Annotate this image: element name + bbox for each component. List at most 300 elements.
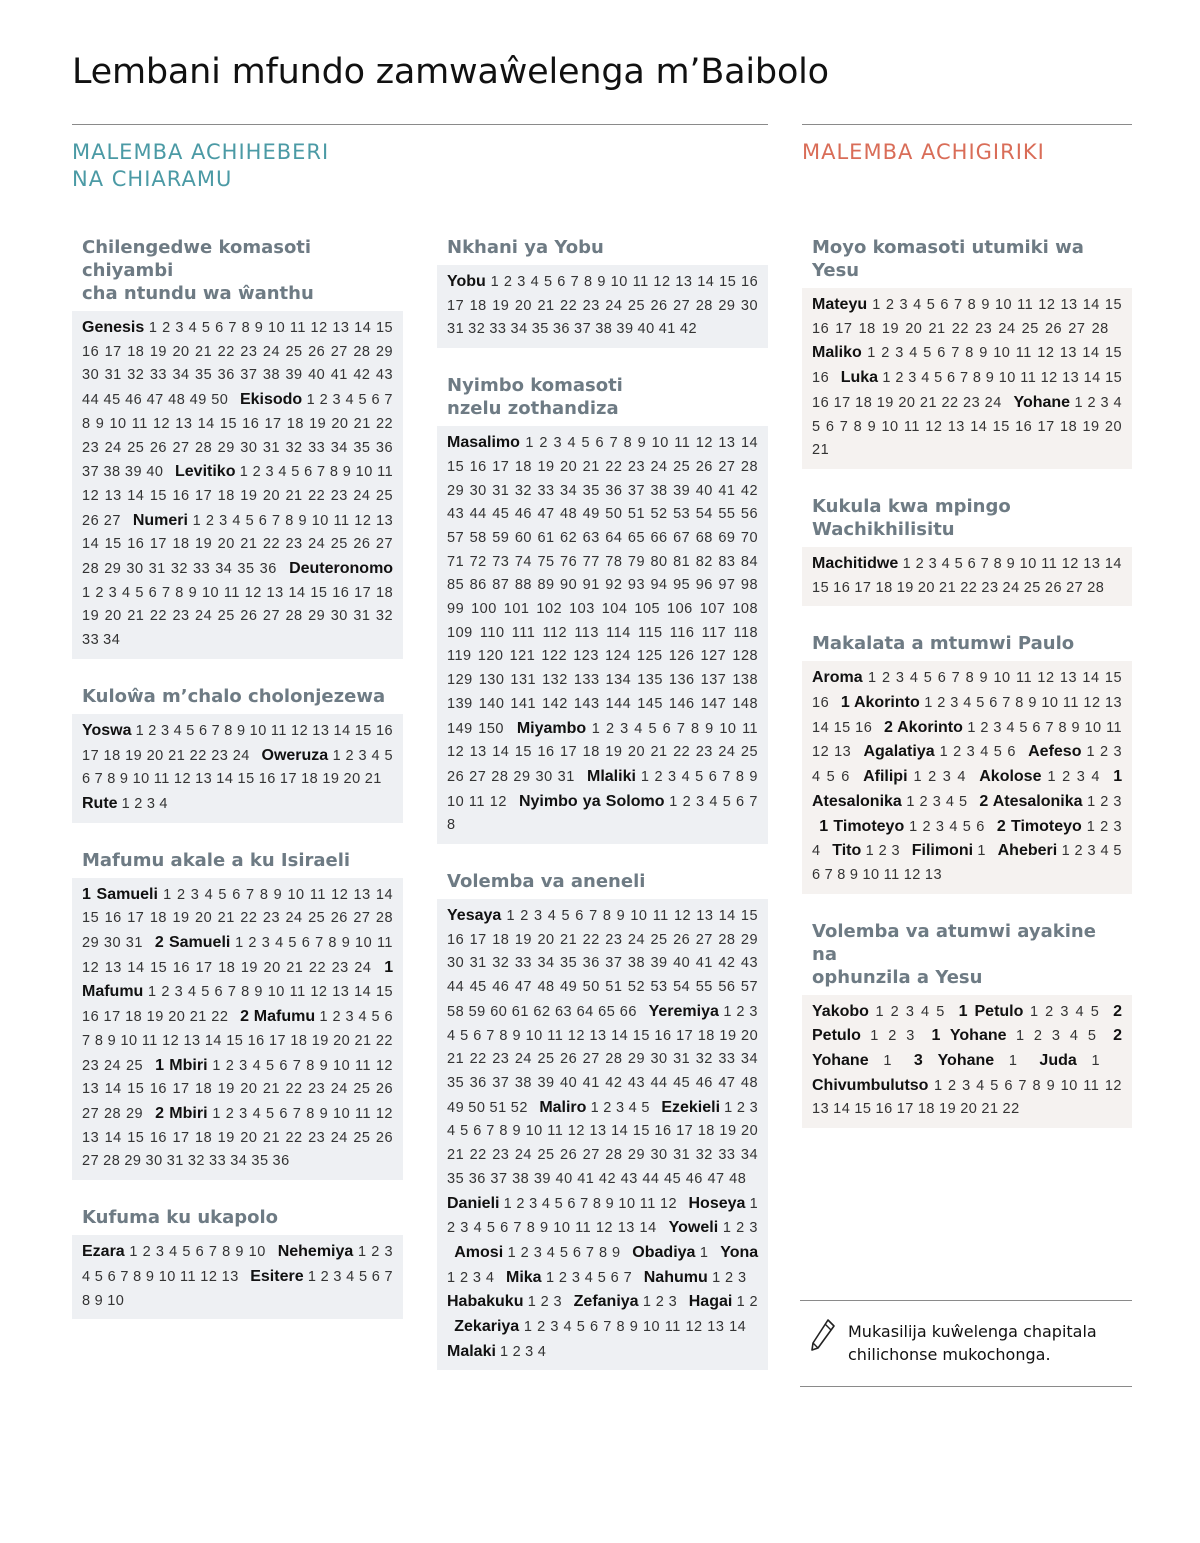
chapter-checkbox[interactable]: 8: [82, 415, 91, 432]
chapter-checkbox[interactable]: 2: [558, 1269, 568, 1286]
chapter-checkbox[interactable]: 4: [473, 1220, 483, 1237]
chapter-checkbox[interactable]: 3: [571, 1269, 581, 1286]
chapter-checkbox[interactable]: 25: [740, 744, 759, 761]
chapter-checkbox[interactable]: 1: [332, 747, 342, 764]
chapter-checkbox[interactable]: 37: [574, 321, 592, 338]
chapter-checkbox[interactable]: 7: [161, 584, 171, 601]
chapter-checkbox[interactable]: 44: [642, 1170, 660, 1187]
chapter-checkbox[interactable]: 22: [375, 415, 394, 432]
chapter-checkbox[interactable]: 11: [289, 320, 306, 336]
chapter-checkbox[interactable]: 12: [375, 1105, 393, 1122]
chapter-checkbox[interactable]: 36: [272, 1153, 290, 1170]
chapter-checkbox[interactable]: 99: [447, 601, 465, 618]
chapter-checkbox[interactable]: 8: [735, 768, 745, 785]
chapter-checkbox[interactable]: 75: [537, 553, 555, 570]
chapter-checkbox[interactable]: 47: [146, 392, 164, 409]
chapter-checkbox[interactable]: 11: [1020, 370, 1037, 387]
chapter-checkbox[interactable]: 3: [966, 744, 976, 761]
chapter-checkbox[interactable]: 4: [909, 670, 919, 687]
chapter-checkbox[interactable]: 9: [235, 1244, 244, 1261]
chapter-checkbox[interactable]: 103: [569, 601, 595, 618]
chapter-checkbox[interactable]: 8: [499, 1123, 508, 1140]
chapter-checkbox[interactable]: 31: [492, 482, 510, 499]
chapter-checkbox[interactable]: 28: [82, 561, 100, 578]
chapter-checkbox[interactable]: 3: [935, 818, 945, 835]
chapter-checkbox[interactable]: 3: [908, 370, 917, 387]
chapter-checkbox[interactable]: 2: [1099, 744, 1109, 761]
chapter-checkbox[interactable]: 68: [695, 529, 713, 546]
chapter-checkbox[interactable]: 1: [977, 843, 986, 860]
chapter-checkbox[interactable]: 10: [355, 464, 373, 481]
chapter-checkbox[interactable]: 15: [833, 719, 851, 736]
chapter-checkbox[interactable]: 16: [258, 771, 276, 788]
chapter-checkbox[interactable]: 11: [377, 464, 394, 481]
chapter-checkbox[interactable]: 67: [673, 529, 691, 546]
chapter-checkbox[interactable]: 13: [589, 1123, 607, 1140]
chapter-checkbox[interactable]: 42: [598, 1170, 617, 1187]
chapter-checkbox[interactable]: 7: [839, 418, 849, 435]
chapter-checkbox[interactable]: 19: [1082, 418, 1100, 435]
chapter-checkbox[interactable]: 18: [195, 1129, 213, 1146]
chapter-checkbox[interactable]: 1: [669, 793, 678, 810]
chapter-checkbox[interactable]: 17: [896, 1101, 914, 1118]
chapter-checkbox[interactable]: 4: [941, 555, 951, 572]
chapter-checkbox[interactable]: 38: [595, 321, 613, 338]
chapter-checkbox[interactable]: 44: [447, 979, 465, 996]
chapter-checkbox[interactable]: 11: [1041, 555, 1058, 572]
chapter-checkbox[interactable]: 2: [142, 1244, 152, 1261]
chapter-checkbox[interactable]: 2: [162, 320, 171, 336]
chapter-checkbox[interactable]: 5: [1090, 1003, 1100, 1020]
chapter-checkbox[interactable]: 19: [240, 959, 258, 976]
chapter-checkbox[interactable]: 65: [598, 1003, 616, 1020]
chapter-checkbox[interactable]: 2: [459, 1269, 469, 1286]
chapter-checkbox[interactable]: 6: [301, 935, 311, 952]
chapter-checkbox[interactable]: 6: [595, 435, 605, 452]
chapter-checkbox[interactable]: 14: [104, 1129, 122, 1146]
chapter-checkbox[interactable]: 38: [103, 464, 121, 481]
chapter-checkbox[interactable]: 28: [491, 768, 509, 785]
chapter-checkbox[interactable]: 12: [244, 584, 262, 601]
chapter-checkbox[interactable]: 14: [697, 274, 715, 290]
chapter-checkbox[interactable]: 122: [541, 648, 568, 665]
chapter-checkbox[interactable]: 7: [609, 435, 619, 452]
chapter-checkbox[interactable]: 13: [469, 744, 487, 761]
chapter-checkbox[interactable]: 5: [371, 1009, 381, 1026]
chapter-checkbox[interactable]: 111: [511, 624, 536, 641]
chapter-checkbox[interactable]: 66: [619, 1003, 637, 1020]
chapter-checkbox[interactable]: 17: [354, 584, 372, 601]
chapter-checkbox[interactable]: 26: [695, 458, 713, 475]
chapter-checkbox[interactable]: 57: [447, 529, 465, 546]
chapter-checkbox[interactable]: 1: [307, 1268, 317, 1285]
chapter-checkbox[interactable]: 17: [127, 910, 145, 927]
chapter-checkbox[interactable]: 4: [546, 1244, 556, 1261]
chapter-checkbox[interactable]: 21: [919, 394, 938, 411]
chapter-checkbox[interactable]: 3: [942, 769, 952, 786]
chapter-checkbox[interactable]: 13: [1104, 695, 1123, 712]
chapter-checkbox[interactable]: 16: [855, 719, 873, 736]
chapter-checkbox[interactable]: 28: [285, 608, 303, 625]
chapter-checkbox[interactable]: 8: [329, 464, 339, 481]
chapter-checkbox[interactable]: 1: [722, 1220, 732, 1237]
chapter-checkbox[interactable]: 52: [650, 506, 668, 523]
chapter-checkbox[interactable]: 28: [740, 458, 759, 475]
chapter-checkbox[interactable]: 5: [576, 1319, 586, 1336]
chapter-checkbox[interactable]: 1: [924, 695, 933, 712]
chapter-checkbox[interactable]: 130: [478, 672, 505, 689]
chapter-checkbox[interactable]: 9: [849, 866, 859, 883]
chapter-checkbox[interactable]: 13: [924, 866, 943, 883]
chapter-checkbox[interactable]: 12: [673, 908, 692, 925]
chapter-checkbox[interactable]: 13: [104, 487, 122, 504]
chapter-checkbox[interactable]: 1: [872, 297, 881, 313]
chapter-checkbox[interactable]: 138: [732, 672, 759, 689]
chapter-checkbox[interactable]: 18: [218, 959, 236, 976]
chapter-checkbox[interactable]: 26: [353, 536, 371, 553]
chapter-checkbox[interactable]: 38: [514, 1074, 532, 1091]
chapter-checkbox[interactable]: 19: [876, 394, 894, 411]
chapter-checkbox[interactable]: 18: [514, 458, 532, 475]
chapter-checkbox[interactable]: 40: [673, 955, 691, 972]
chapter-checkbox[interactable]: 6: [937, 345, 946, 362]
chapter-checkbox[interactable]: 26: [82, 512, 100, 529]
chapter-checkbox[interactable]: 34: [230, 1153, 248, 1170]
chapter-checkbox[interactable]: 13: [332, 320, 350, 336]
chapter-checkbox[interactable]: 30: [82, 367, 100, 384]
chapter-checkbox[interactable]: 12: [310, 984, 328, 1001]
chapter-checkbox[interactable]: 12: [82, 487, 100, 504]
chapter-checkbox[interactable]: 3: [534, 908, 543, 925]
chapter-checkbox[interactable]: 4: [957, 769, 966, 786]
chapter-checkbox[interactable]: 6: [567, 1195, 576, 1212]
chapter-checkbox[interactable]: 3: [668, 768, 677, 785]
chapter-checkbox[interactable]: 40: [146, 464, 164, 481]
chapter-checkbox[interactable]: 34: [172, 367, 190, 384]
chapter-checkbox[interactable]: 2: [655, 1294, 665, 1311]
chapter-checkbox[interactable]: 2: [922, 818, 932, 835]
chapter-checkbox[interactable]: 13: [812, 1101, 830, 1118]
chapter-checkbox[interactable]: 2: [749, 1294, 759, 1311]
chapter-checkbox[interactable]: 10: [1084, 719, 1102, 736]
chapter-checkbox[interactable]: 17: [854, 579, 872, 596]
chapter-checkbox[interactable]: 53: [673, 506, 691, 523]
chapter-checkbox[interactable]: 16: [104, 910, 122, 927]
chapter-checkbox[interactable]: 23: [605, 931, 623, 948]
chapter-checkbox[interactable]: 28: [375, 910, 394, 927]
chapter-checkbox[interactable]: 8: [306, 1057, 315, 1074]
chapter-checkbox[interactable]: 58: [447, 1003, 465, 1020]
chapter-checkbox[interactable]: 2: [725, 1269, 734, 1286]
chapter-checkbox[interactable]: 1: [1086, 818, 1096, 835]
chapter-checkbox[interactable]: 12: [375, 1057, 393, 1074]
chapter-checkbox[interactable]: 8: [967, 297, 977, 313]
chapter-checkbox[interactable]: 17: [447, 297, 465, 314]
chapter-checkbox[interactable]: 38: [512, 1170, 530, 1187]
chapter-checkbox[interactable]: 1: [1087, 793, 1096, 810]
chapter-checkbox[interactable]: 3: [891, 843, 901, 860]
chapter-checkbox[interactable]: 124: [605, 648, 631, 665]
chapter-checkbox[interactable]: 13: [617, 1220, 635, 1237]
chapter-checkbox[interactable]: 21: [195, 343, 213, 360]
chapter-checkbox[interactable]: 19: [82, 608, 100, 625]
chapter-checkbox[interactable]: 12: [567, 1027, 585, 1044]
chapter-checkbox[interactable]: 3: [1113, 744, 1123, 761]
chapter-checkbox[interactable]: 47: [718, 1074, 736, 1091]
chapter-checkbox[interactable]: 139: [447, 695, 473, 712]
chapter-checkbox[interactable]: 8: [592, 1195, 602, 1212]
chapter-checkbox[interactable]: 70: [740, 529, 759, 546]
chapter-checkbox[interactable]: 20: [537, 931, 555, 948]
chapter-checkbox[interactable]: 5: [1019, 719, 1028, 736]
chapter-checkbox[interactable]: 12: [173, 771, 192, 788]
chapter-checkbox[interactable]: 21: [240, 536, 258, 553]
chapter-checkbox[interactable]: 29: [513, 768, 531, 785]
chapter-checkbox[interactable]: 6: [215, 320, 224, 336]
chapter-checkbox[interactable]: 8: [965, 345, 974, 362]
chapter-checkbox[interactable]: 14: [1082, 670, 1100, 687]
chapter-checkbox[interactable]: 3: [108, 584, 118, 601]
chapter-checkbox[interactable]: 3: [460, 1220, 469, 1237]
chapter-checkbox[interactable]: 7: [954, 297, 963, 313]
chapter-checkbox[interactable]: 24: [330, 1081, 348, 1098]
chapter-checkbox[interactable]: 11: [141, 1032, 158, 1049]
chapter-checkbox[interactable]: 9: [107, 1032, 117, 1049]
chapter-checkbox[interactable]: 12: [489, 793, 507, 810]
chapter-checkbox[interactable]: 45: [673, 1074, 691, 1091]
chapter-checkbox[interactable]: 5: [288, 935, 297, 952]
chapter-checkbox[interactable]: 6: [371, 392, 381, 409]
chapter-checkbox[interactable]: 4: [567, 435, 577, 452]
chapter-checkbox[interactable]: 48: [729, 1170, 747, 1187]
chapter-checkbox[interactable]: 5: [1087, 1028, 1097, 1045]
chapter-checkbox[interactable]: 6: [557, 274, 566, 290]
chapter-checkbox[interactable]: 3: [155, 1244, 165, 1261]
chapter-checkbox[interactable]: 26: [650, 297, 668, 314]
chapter-checkbox[interactable]: 148: [732, 695, 759, 712]
chapter-checkbox[interactable]: 4: [447, 1027, 456, 1044]
chapter-checkbox[interactable]: 1: [699, 1244, 709, 1261]
chapter-checkbox[interactable]: 2: [1074, 843, 1084, 860]
chapter-checkbox[interactable]: 28: [103, 1153, 121, 1170]
chapter-checkbox[interactable]: 5: [265, 1105, 275, 1122]
chapter-checkbox[interactable]: 15: [1104, 297, 1123, 313]
chapter-checkbox[interactable]: 9: [273, 886, 283, 903]
chapter-checkbox[interactable]: 20: [960, 1101, 978, 1118]
chapter-checkbox[interactable]: 24: [998, 320, 1016, 337]
chapter-checkbox[interactable]: 25: [375, 487, 394, 504]
chapter-checkbox[interactable]: 12: [1037, 345, 1055, 362]
chapter-checkbox[interactable]: 1: [906, 793, 915, 810]
chapter-checkbox[interactable]: 91: [582, 577, 600, 594]
chapter-checkbox[interactable]: 9: [985, 370, 995, 387]
chapter-checkbox[interactable]: 1: [868, 670, 877, 687]
chapter-checkbox[interactable]: 45: [103, 392, 121, 409]
chapter-checkbox[interactable]: 25: [127, 439, 145, 456]
chapter-checkbox[interactable]: 19: [217, 1081, 235, 1098]
chapter-checkbox[interactable]: 10: [1041, 695, 1059, 712]
chapter-checkbox[interactable]: 4: [358, 1009, 368, 1026]
chapter-checkbox[interactable]: 22: [262, 536, 281, 553]
chapter-checkbox[interactable]: 2: [878, 843, 888, 860]
chapter-checkbox[interactable]: 4: [980, 744, 989, 761]
chapter-checkbox[interactable]: 10: [993, 670, 1011, 687]
chapter-checkbox[interactable]: 1: [875, 1003, 885, 1020]
chapter-checkbox[interactable]: 24: [627, 931, 646, 948]
chapter-checkbox[interactable]: 21: [582, 458, 600, 475]
chapter-checkbox[interactable]: 23: [240, 343, 258, 360]
chapter-checkbox[interactable]: 10: [267, 984, 285, 1001]
chapter-checkbox[interactable]: 34: [510, 321, 528, 338]
chapter-checkbox[interactable]: 19: [217, 1129, 235, 1146]
chapter-checkbox[interactable]: 10: [525, 1027, 543, 1044]
chapter-checkbox[interactable]: 21: [353, 415, 371, 432]
chapter-checkbox[interactable]: 13: [1060, 297, 1078, 313]
chapter-checkbox[interactable]: 1: [939, 744, 949, 761]
chapter-checkbox[interactable]: 102: [536, 601, 563, 618]
chapter-checkbox[interactable]: 26: [560, 1147, 578, 1164]
chapter-checkbox[interactable]: 1: [642, 1294, 652, 1311]
chapter-checkbox[interactable]: 2: [95, 584, 104, 601]
chapter-checkbox[interactable]: 39: [650, 955, 668, 972]
chapter-checkbox[interactable]: 4: [275, 935, 284, 952]
chapter-checkbox[interactable]: 2: [540, 1294, 550, 1311]
chapter-checkbox[interactable]: 127: [700, 648, 727, 665]
chapter-checkbox[interactable]: 26: [375, 1129, 394, 1146]
chapter-checkbox[interactable]: 3: [1087, 843, 1097, 860]
chapter-checkbox[interactable]: 10: [249, 722, 267, 739]
chapter-checkbox[interactable]: 8: [133, 1268, 142, 1285]
chapter-checkbox[interactable]: 5: [923, 670, 933, 687]
chapter-checkbox[interactable]: 21: [928, 320, 946, 337]
chapter-checkbox[interactable]: 3: [615, 1099, 625, 1116]
chapter-checkbox[interactable]: 42: [679, 321, 698, 338]
chapter-checkbox[interactable]: 33: [149, 367, 167, 384]
chapter-checkbox[interactable]: 11: [131, 415, 148, 432]
chapter-checkbox[interactable]: 24: [514, 1147, 532, 1164]
chapter-checkbox[interactable]: 25: [353, 1129, 371, 1146]
chapter-checkbox[interactable]: 7: [580, 1195, 589, 1212]
chapter-checkbox[interactable]: 1: [235, 935, 244, 952]
chapter-checkbox[interactable]: 131: [510, 672, 537, 689]
chapter-checkbox[interactable]: 20: [514, 297, 532, 314]
chapter-checkbox[interactable]: 25: [537, 1147, 555, 1164]
chapter-checkbox[interactable]: 30: [650, 1051, 668, 1068]
chapter-checkbox[interactable]: 9: [188, 584, 198, 601]
chapter-checkbox[interactable]: 8: [965, 670, 975, 687]
chapter-checkbox[interactable]: 7: [315, 935, 324, 952]
chapter-checkbox[interactable]: 60: [490, 1003, 508, 1020]
chapter-checkbox[interactable]: 10: [158, 1268, 176, 1285]
chapter-checkbox[interactable]: 32: [695, 1147, 713, 1164]
chapter-checkbox[interactable]: 13: [1059, 345, 1077, 362]
chapter-checkbox[interactable]: 34: [740, 1051, 759, 1068]
chapter-checkbox[interactable]: 1: [82, 584, 91, 601]
chapter-checkbox[interactable]: 15: [104, 536, 122, 553]
chapter-checkbox[interactable]: 21: [560, 931, 578, 948]
chapter-checkbox[interactable]: 4: [82, 1268, 91, 1285]
chapter-checkbox[interactable]: 43: [447, 506, 465, 523]
chapter-checkbox[interactable]: 8: [447, 817, 456, 834]
chapter-checkbox[interactable]: 94: [650, 577, 668, 594]
chapter-checkbox[interactable]: 34: [740, 1147, 759, 1164]
chapter-checkbox[interactable]: 59: [468, 1003, 486, 1020]
chapter-checkbox[interactable]: 9: [539, 1220, 549, 1237]
chapter-checkbox[interactable]: 42: [718, 955, 736, 972]
chapter-checkbox[interactable]: 22: [375, 1032, 393, 1049]
chapter-checkbox[interactable]: 14: [833, 1101, 851, 1118]
chapter-checkbox[interactable]: 6: [258, 512, 268, 529]
chapter-checkbox[interactable]: 20: [560, 458, 578, 475]
chapter-checkbox[interactable]: 12: [1038, 297, 1056, 313]
chapter-checkbox[interactable]: 1: [749, 1195, 759, 1212]
chapter-checkbox[interactable]: 144: [605, 695, 632, 712]
chapter-checkbox[interactable]: 46: [514, 506, 532, 523]
chapter-checkbox[interactable]: 11: [1083, 1077, 1100, 1094]
chapter-checkbox[interactable]: 23: [492, 1051, 510, 1068]
chapter-checkbox[interactable]: 37: [492, 1074, 510, 1091]
chapter-checkbox[interactable]: 39: [124, 464, 143, 481]
chapter-checkbox[interactable]: 35: [582, 482, 600, 499]
chapter-checkbox[interactable]: 4: [252, 1057, 262, 1074]
chapter-checkbox[interactable]: 7: [228, 320, 237, 336]
chapter-checkbox[interactable]: 48: [537, 979, 555, 996]
chapter-checkbox[interactable]: 25: [308, 910, 326, 927]
chapter-checkbox[interactable]: 11: [1015, 345, 1032, 362]
chapter-checkbox[interactable]: 16: [875, 1101, 893, 1118]
chapter-checkbox[interactable]: 11: [632, 274, 649, 290]
chapter-checkbox[interactable]: 13: [353, 886, 371, 903]
chapter-checkbox[interactable]: 16: [82, 343, 100, 360]
chapter-checkbox[interactable]: 28: [718, 931, 736, 948]
chapter-checkbox[interactable]: 6: [371, 1268, 381, 1285]
chapter-checkbox[interactable]: 50: [468, 1099, 486, 1116]
chapter-checkbox[interactable]: 10: [998, 370, 1016, 387]
chapter-checkbox[interactable]: 21: [189, 1009, 207, 1026]
chapter-checkbox[interactable]: 14: [127, 487, 145, 504]
chapter-checkbox[interactable]: 1: [499, 1343, 509, 1360]
chapter-checkbox[interactable]: 5: [460, 1123, 469, 1140]
chapter-checkbox[interactable]: 1: [490, 274, 500, 290]
chapter-checkbox[interactable]: 21: [217, 910, 235, 927]
chapter-checkbox[interactable]: 9: [629, 1319, 639, 1336]
chapter-checkbox[interactable]: 41: [695, 955, 713, 972]
chapter-checkbox[interactable]: 3: [239, 1057, 248, 1074]
chapter-checkbox[interactable]: 110: [479, 624, 505, 641]
chapter-checkbox[interactable]: 51: [605, 979, 623, 996]
chapter-checkbox[interactable]: 31: [148, 561, 166, 578]
chapter-checkbox[interactable]: 17: [103, 1009, 121, 1026]
chapter-checkbox[interactable]: 63: [582, 529, 600, 546]
chapter-checkbox[interactable]: 4: [541, 1195, 551, 1212]
chapter-checkbox[interactable]: 24: [1002, 579, 1020, 596]
chapter-checkbox[interactable]: 20: [240, 1129, 258, 1146]
chapter-checkbox[interactable]: 61: [511, 1003, 529, 1020]
chapter-checkbox[interactable]: 18: [875, 579, 893, 596]
chapter-checkbox[interactable]: 14: [812, 719, 830, 736]
chapter-checkbox[interactable]: 2: [539, 435, 548, 452]
chapter-checkbox[interactable]: 6: [304, 464, 313, 481]
chapter-checkbox[interactable]: 6: [82, 771, 91, 788]
chapter-checkbox[interactable]: 7: [272, 512, 281, 529]
chapter-checkbox[interactable]: 3: [899, 297, 909, 313]
chapter-checkbox[interactable]: 18: [286, 415, 304, 432]
chapter-checkbox[interactable]: 4: [909, 345, 918, 362]
chapter-checkbox[interactable]: 6: [198, 722, 208, 739]
chapter-checkbox[interactable]: 3: [1113, 793, 1122, 810]
chapter-checkbox[interactable]: 6: [590, 1319, 599, 1336]
chapter-checkbox[interactable]: 1: [591, 720, 601, 737]
